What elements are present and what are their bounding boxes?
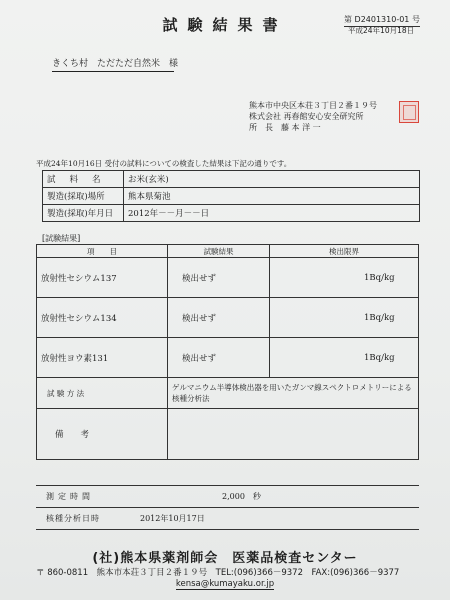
remarks-label: 備 考 [37, 409, 168, 460]
table-row [37, 338, 419, 378]
document-title: 試験結果書 [162, 16, 288, 34]
organization-email[interactable]: kensa@kumayaku.or.jp [175, 579, 275, 589]
sample-date-value: 2012年－－月－－日 [124, 205, 420, 222]
sample-date-row [43, 205, 420, 222]
sample-place-value: 熊本県菊池 [124, 188, 420, 205]
sample-name-label: 試料名 [43, 171, 124, 188]
header-limit: 検出限界 [270, 245, 419, 258]
analysis-date-row [36, 508, 419, 530]
sample-info-table [42, 170, 420, 222]
analysis-date-label: 核種分析日時 [36, 508, 126, 530]
document-number: 第 D2401310-01 号 [344, 14, 420, 27]
results-section-label: [試験結果] [42, 234, 81, 243]
result-limit: 1Bq/kg [270, 298, 419, 338]
sample-date-label: 製造(採取)年月日 [43, 205, 124, 222]
company-seal-stamp [399, 101, 419, 123]
header-item: 項 目 [37, 245, 168, 258]
recipient-name: きくち村 ただただ自然米 様 [52, 56, 174, 72]
issuer-director: 所 長 藤 本 洋 一 [249, 123, 321, 132]
result-value: 検出せず [168, 258, 270, 298]
remarks-row [37, 409, 419, 460]
result-value: 検出せず [168, 298, 270, 338]
table-row [37, 258, 419, 298]
sample-name-row [43, 171, 420, 188]
measurement-time-label: 測定時間 [36, 486, 126, 508]
measurement-time-value: 2,000 秒 [126, 486, 419, 508]
measurement-time-row [36, 486, 419, 508]
organization-email-line [0, 579, 450, 589]
method-value: ゲルマニウム半導体検出器を用いたガンマ線スペクトロメトリーによる核種分析法 [168, 378, 419, 409]
issuer-address: 熊本市中央区本荘３丁目２番１９号 [249, 101, 377, 110]
issuer-company: 株式会社 再春館安心安全研究所 [249, 112, 364, 121]
intro-text: 平成24年10月16日 受付の試料についての検査した結果は下記の通りです。 [36, 159, 292, 168]
results-header-row [37, 245, 419, 258]
header-result: 試験結果 [168, 245, 270, 258]
result-value: 検出せず [168, 338, 270, 378]
result-limit: 1Bq/kg [270, 338, 419, 378]
method-row [37, 378, 419, 409]
result-limit: 1Bq/kg [270, 258, 419, 298]
results-table [36, 244, 419, 460]
measurement-table [36, 485, 419, 530]
result-item: 放射性セシウム137 [37, 258, 168, 298]
sample-place-row [43, 188, 420, 205]
document-date: 平成24年10月18日 [348, 26, 415, 35]
sample-name-value: お米(玄米) [124, 171, 420, 188]
remarks-value [168, 409, 419, 460]
result-item: 放射性ヨウ素131 [37, 338, 168, 378]
organization-name: (社)熊本県薬剤師会 医薬品検査センター [92, 551, 358, 566]
analysis-date-value: 2012年10月17日 [126, 508, 419, 530]
method-label: 試 験 方 法 [37, 378, 168, 409]
organization-address: 〒 860-0811 熊本市本荘３丁目２番１９号 TEL:(096)366－9372 FAX:(096)366－9377 [36, 568, 400, 578]
table-row [37, 298, 419, 338]
sample-place-label: 製造(採取)場所 [43, 188, 124, 205]
result-item: 放射性セシウム134 [37, 298, 168, 338]
